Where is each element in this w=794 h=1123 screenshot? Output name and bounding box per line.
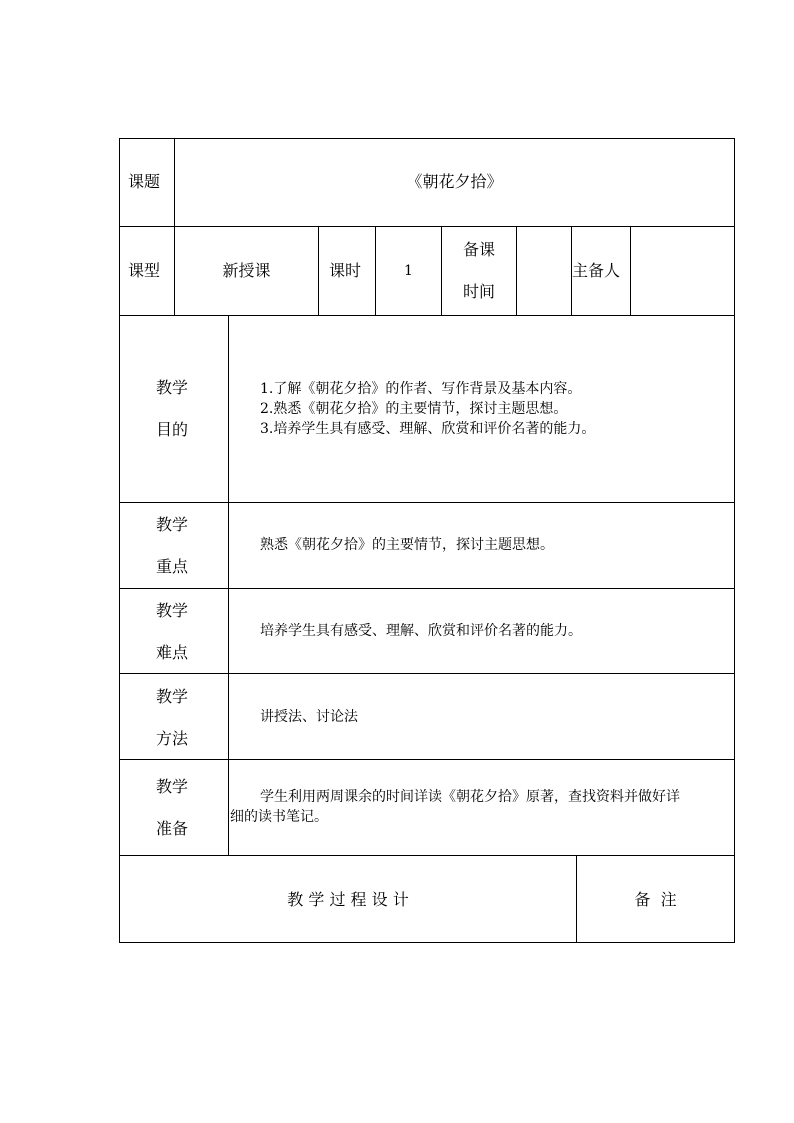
hours-label: 课时	[329, 261, 362, 280]
objective-item-3: 3.培养学生具有感受、理解、欣赏和评价名著的能力。	[260, 421, 596, 437]
objectives-label-1: 教学	[156, 378, 189, 397]
key-points-label-1: 教学	[156, 515, 189, 534]
title-label: 课题	[128, 172, 161, 191]
col-divider-type-6	[630, 226, 631, 316]
difficulties-label-2: 难点	[156, 643, 189, 662]
type-value: 新授课	[222, 261, 271, 280]
key-points-label-2: 重点	[156, 557, 189, 576]
hours-value: 1	[404, 263, 413, 279]
difficulties-label-1: 教学	[156, 601, 189, 620]
difficulties-text: 培养学生具有感受、理解、欣赏和评价名著的能力。	[260, 623, 582, 639]
row-divider-4	[119, 588, 735, 589]
col-divider-title	[174, 138, 175, 316]
col-divider-type-1	[318, 226, 319, 316]
row-divider-6	[119, 759, 735, 760]
prep-time-label-2: 时间	[462, 282, 495, 301]
key-points-text: 熟悉《朝花夕拾》的主要情节，探讨主题思想。	[260, 537, 554, 553]
preparation-text-line-2: 细的读书笔记。	[230, 809, 328, 825]
objectives-label-2: 目的	[156, 420, 189, 439]
preparation-label-2: 准备	[156, 819, 189, 838]
row-divider-3	[119, 502, 735, 503]
methods-label-1: 教学	[156, 687, 189, 706]
table-border-top	[119, 138, 735, 139]
objective-item-2: 2.熟悉《朝花夕拾》的主要情节，探讨主题思想。	[260, 401, 568, 417]
methods-label-2: 方法	[156, 729, 189, 748]
col-divider-content	[228, 315, 229, 856]
preparation-text-line-1: 学生利用两周课余的时间详读《朝花夕拾》原著，查找资料并做好详	[260, 789, 680, 805]
process-design-heading: 教 学 过 程 设 计	[287, 890, 409, 909]
table-border-left	[119, 138, 120, 943]
row-divider-7	[119, 855, 735, 856]
col-divider-type-4	[516, 226, 517, 316]
preparation-label-1: 教学	[156, 777, 189, 796]
type-label: 课型	[128, 261, 161, 280]
methods-text: 讲授法、讨论法	[260, 709, 358, 725]
row-divider-5	[119, 673, 735, 674]
lesson-title: 《朝花夕拾》	[406, 172, 503, 191]
table-border-bottom	[119, 942, 735, 943]
table-border-right	[734, 138, 735, 943]
prep-time-label-1: 备课	[462, 240, 495, 259]
row-divider-1	[119, 226, 735, 227]
notes-heading: 备 注	[634, 890, 677, 909]
lead-label: 主备人	[572, 261, 621, 280]
row-divider-2	[119, 315, 735, 316]
objective-item-1: 1.了解《朝花夕拾》的作者、写作背景及基本内容。	[260, 381, 582, 397]
